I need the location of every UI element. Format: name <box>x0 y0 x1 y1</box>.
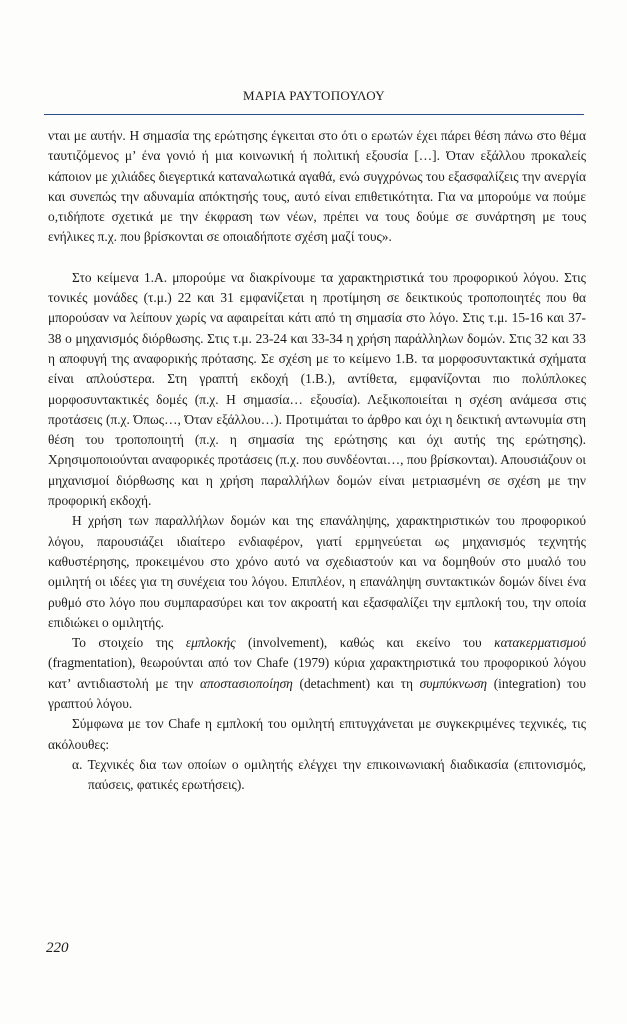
term-detachment: αποστασιοποίηση <box>199 675 293 691</box>
paragraph-chafe-techniques: Σύμφωνα με τον Chafe η εμπλοκή του ομιλητή επιτυγχάνεται με συγκεκριμένες τεχνικές, τις ακόλουθες: <box>48 716 586 752</box>
header-rule <box>44 114 584 115</box>
text-run: (fragmentation), θεωρούνται από τον Chafe (1979) κύρια χαρακτηριστικά του προφορικού λόγου κατ’ αντιδιαστολή με την <box>48 655 586 691</box>
paragraph-chafe-involvement <box>48 633 586 714</box>
text-run: (integration) του γραπτού λόγου. <box>48 675 586 712</box>
term-integration: συμπύκνωση <box>419 675 488 691</box>
text-run: (involvement), καθώς και εκείνο του <box>235 635 495 651</box>
term-fragmentation: κατακερματισμού <box>494 635 586 651</box>
term-involvement: εμπλοκής <box>185 635 236 651</box>
page-body <box>48 126 586 796</box>
page-number: 220 <box>46 940 69 956</box>
text-run: Το στοιχείο της <box>72 635 186 651</box>
text-run: (detachment) και τη <box>292 675 420 691</box>
list-item-a: α. Τεχνικές δια των οποίων ο ομιλητής ελέγχει την επικοινωνιακή διαδικασία (επιτονισμός, παύσεις, φατικές ερωτήσεις). <box>72 756 586 793</box>
paragraph-parallel-structures: Η χρήση των παραλλήλων δομών και της επανάληψης, χαρακτηριστικών του προφορικού λόγου, παρουσιάζει ιδιαίτερο ενδιαφέρον, γιατί ερμηνεύεται ως μηχανισμός τεχνητής καθυστέρησης, προκειμένου στο χρόνο αυτό να σχεδιαστούν και να δομηθούν στο μυαλό του ομιλητή οι ιδέες για τη συνέχεια του λόγου. Επιπλέον, η επανάληψη συντακτικών δομών δίνει ένα ρυθμό στο λόγο που συμπαρασύρει και τον ακροατή και εξασφαλίζει την εμπλοκή του, την οποία επιδιώκει ο ομιλητής. <box>48 513 586 630</box>
paragraph-oral-features: Στο κείμενα 1.Α. μπορούμε να διακρίνουμε τα χαρακτηριστικά του προφορικού λόγου. Στις τονικές μονάδες (τ.μ.) 22 και 31 εμφανίζεται η προτίμηση σε δεικτικούς τροποποιητές που θα μπορούσαν να λείπουν χωρίς να αφαιρείται κάτι από τη σημασία στο λόγο. Στις τ.μ. 15-16 και 37-38 ο μηχανισμός διόρθωσης. Στις τ.μ. 23-24 και 33-34 η χρήση παράλληλων δομών. Στις 32 και 33 η αποφυγή της αναφορικής πρότασης. Σε σχέση με το κείμενο 1.Β. τα μορφοσυντακτικά σχήματα είναι απλούστερα. Στη γραπτή εκδοχή (1.Β.), αντίθετα, εμφανίζονται πιο πολύπλοκες μορφοσυντακτικές δομές (π.χ. Η σημασία… εξουσία). Λεξικοποιείται η σχέση ανάμεσα στις προτάσεις (π.χ. Όπως…, Όταν εξάλλου…). Προτιμάται το άρθρο και όχι η δεικτική αντωνυμία στη θέση του τροποποιητή (π.χ. η σημασία της ερώτησης και όχι αυτής της ερώτησης). Χρησιμοποιούνται αναφορικές προτάσεις (π.χ. που συνδέονται…, που βρίσκονται). Απουσιάζουν οι μηχανισμοί διόρθωσης και η χρήση παραλλήλων δομών είναι μετριασμένη σε σχέση με την προφορική εκδοχή. <box>48 269 586 509</box>
paragraph-continued-quote: νται με αυτήν. Η σημασία της ερώτησης έγκειται στο ότι ο ερωτών έχει πάρει θέση πάνω στο θέμα ταυτιζόμενος μ’ ένα γονιό ή μια κοινωνική ή πολιτική εξουσία […]. Όταν εξάλλου προκαλείς κάποιον με χιλιάδες διεγερτικά καταναλωτικά αγαθά, ενώ συγχρόνως του εξασφαλίζεις την ανεργία και συνεπώς την αδυναμία απόκτησής τους, αυτό είναι επιθετικότητα. Για να μπορούμε να πούμε ο,τιδήποτε σχετικά με την έκφραση των νέων, πρέπει να τους δούμε σε συνάρτηση με τους ενήλικες π.χ. που βρίσκονται σε οποιαδήποτε σχέση μαζί τους». <box>48 128 586 245</box>
running-header: ΜΑΡΙΑ ΡΑΥΤΟΠΟΥΛΟΥ <box>243 88 385 103</box>
